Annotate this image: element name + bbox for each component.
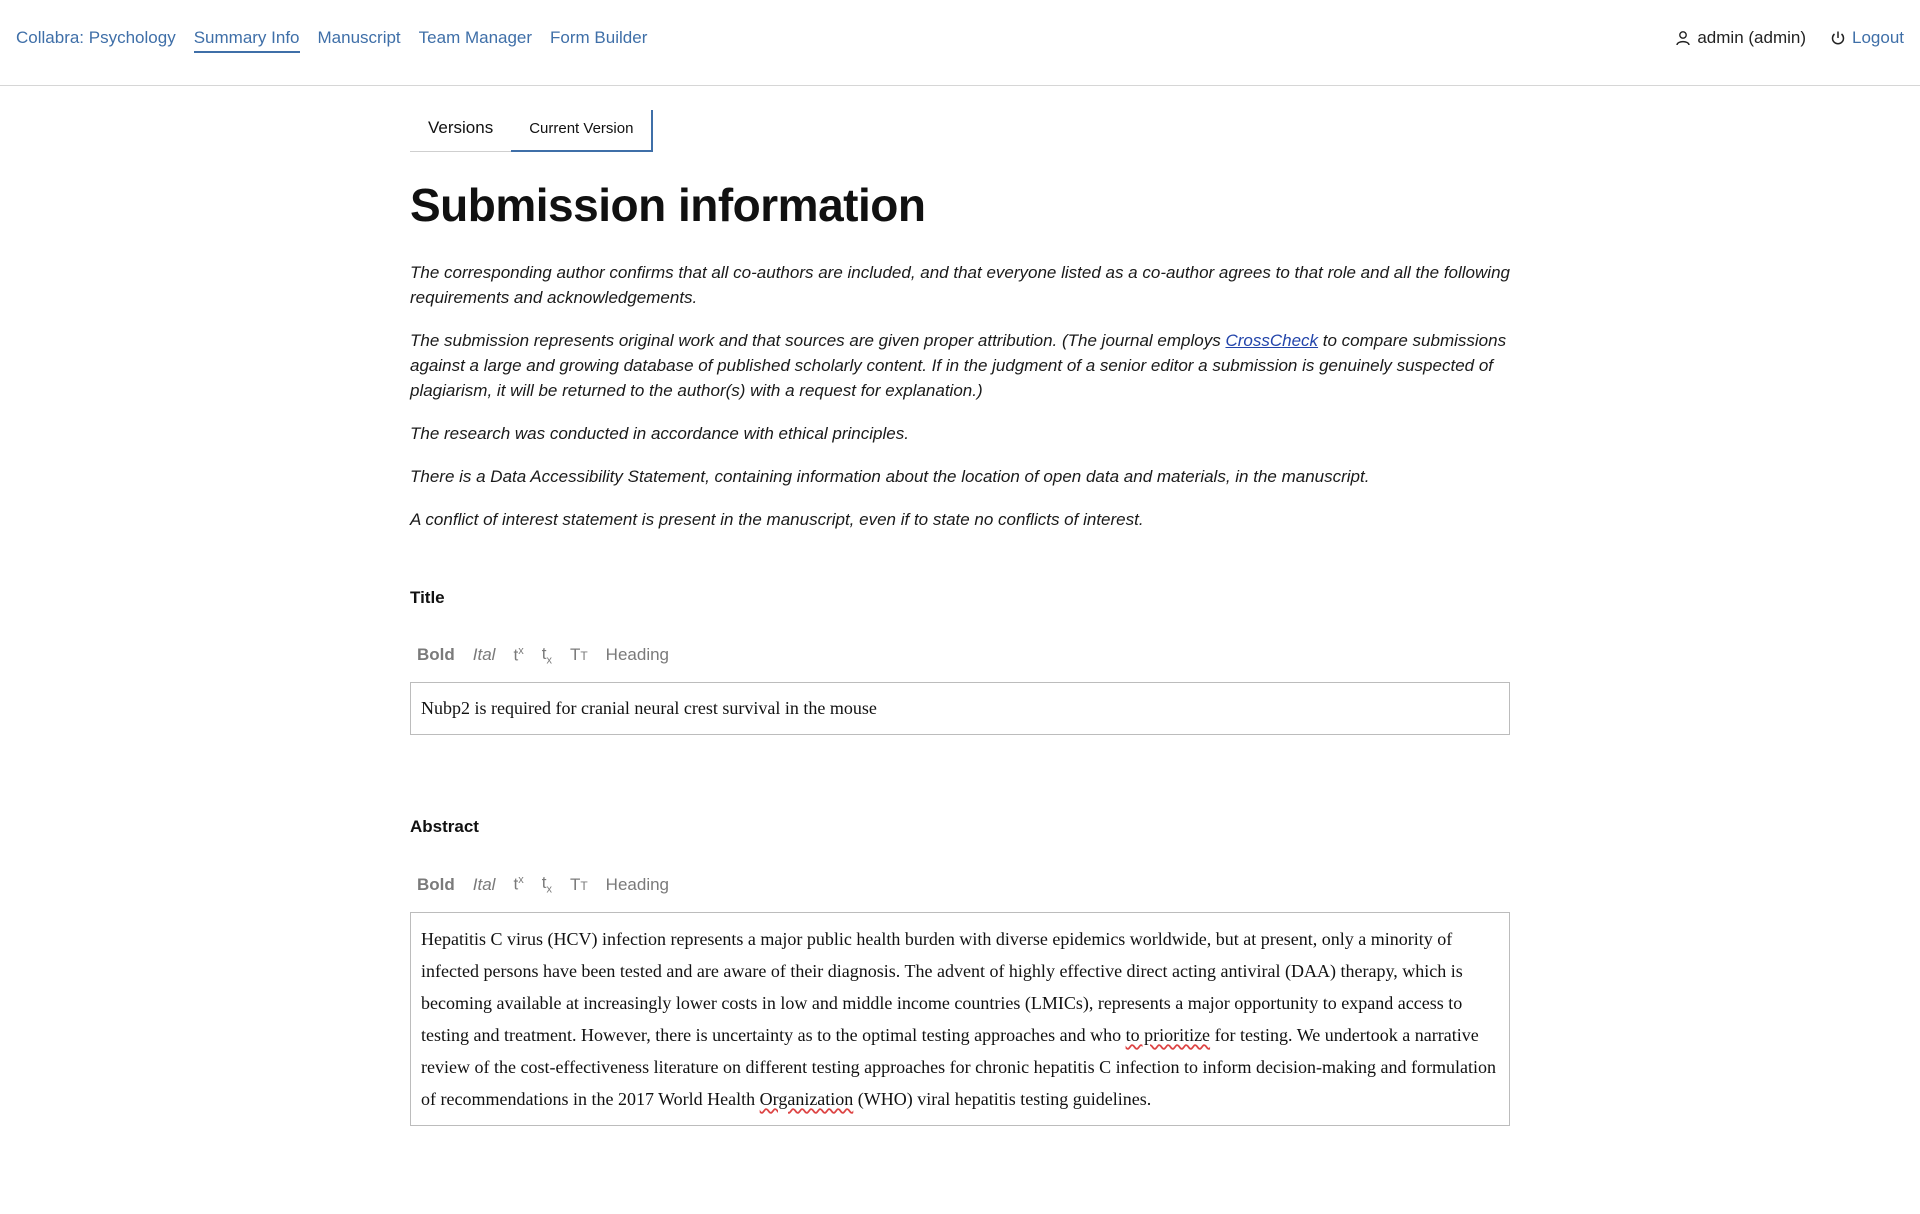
user-name: admin (admin)	[1697, 28, 1806, 47]
statement-coauthors: The corresponding author confirms that all co-authors are included, and that everyone listed as a co-author agrees to that role and all the following requirements and acknowledgements.	[410, 263, 1510, 307]
statement-data-accessibility: There is a Data Accessibility Statement, containing information about the location of open data and materials, in the manuscript.	[410, 467, 1370, 486]
main-content	[410, 108, 1510, 1126]
superscript-button[interactable]	[513, 645, 523, 666]
nav-team-manager[interactable]: Team Manager	[418, 28, 533, 47]
statement-ethics: The research was conducted in accordance with ethical principles.	[410, 424, 909, 443]
subscript-base: t	[541, 873, 547, 893]
superscript-button[interactable]	[513, 874, 523, 895]
user-icon	[1675, 30, 1691, 46]
statement-original-text: The submission represents original work and that sources are given proper attribution. (The journal employs	[410, 331, 1226, 350]
crosscheck-link[interactable]: CrossCheck	[1225, 331, 1319, 350]
small-caps-small: T	[580, 649, 588, 664]
nav-links	[16, 28, 647, 53]
heading-button[interactable]: Heading	[605, 874, 669, 894]
abstract-misspelling-2: Organization	[759, 1088, 854, 1109]
title-value: Nubp2 is required for cranial neural crest survival in the mouse	[421, 698, 877, 719]
subscript-button[interactable]	[542, 873, 552, 895]
user-menu[interactable]	[1675, 28, 1806, 48]
small-caps-big: T	[569, 645, 581, 665]
top-navigation	[0, 0, 1920, 86]
tab-versions[interactable]: Versions	[410, 108, 511, 152]
nav-form-builder[interactable]: Form Builder	[550, 28, 648, 47]
subscript-mark: x	[546, 654, 552, 667]
italic-button[interactable]: Ital	[472, 874, 496, 894]
title-label: Title	[410, 588, 445, 607]
logout-button[interactable]	[1830, 28, 1904, 48]
statement-original-work	[410, 328, 1510, 403]
small-caps-button[interactable]	[570, 875, 588, 895]
superscript-mark: x	[518, 644, 524, 657]
tab-current-version[interactable]: Current Version	[511, 110, 653, 152]
nav-manuscript[interactable]: Manuscript	[317, 28, 401, 47]
nav-user-area	[1675, 28, 1904, 48]
submission-statements	[410, 260, 1510, 532]
superscript-mark: x	[518, 874, 524, 887]
statement-conflict-of-interest: A conflict of interest statement is present in the manuscript, even if to state no conflicts of interest.	[410, 510, 1144, 529]
small-caps-button[interactable]	[570, 645, 588, 665]
superscript-base: t	[513, 645, 519, 665]
italic-button[interactable]: Ital	[472, 645, 496, 665]
abstract-text-2: for testing. We undertook a narrative review of the cost-effectiveness literature on different testing approaches for chronic hepatitis C infection to inform decision-making and formulation of recommendations in the 2017 World Health	[421, 1024, 1496, 1109]
title-toolbar	[410, 644, 1510, 666]
version-tabs	[410, 108, 1510, 152]
subscript-button[interactable]	[542, 644, 552, 666]
subscript-base: t	[541, 644, 547, 663]
page-title: Submission information	[410, 179, 926, 231]
nav-summary-info[interactable]: Summary Info	[194, 28, 300, 53]
abstract-toolbar	[410, 873, 1510, 895]
abstract-editor[interactable]	[410, 912, 1510, 1126]
statement-original-text-end: to compare submissions against a large and growing database of published scholarly content. If in the judgment of a senior editor a submission is genuinely suspected of plagiarism, it will be returned to the author(s) with a request for explanation.)	[410, 331, 1507, 400]
title-editor[interactable]	[410, 682, 1510, 735]
bold-button[interactable]: Bold	[417, 874, 455, 894]
bold-button[interactable]: Bold	[417, 645, 455, 665]
nav-brand-link[interactable]: Collabra: Psychology	[16, 28, 176, 47]
small-caps-big: T	[569, 874, 581, 894]
subscript-mark: x	[546, 883, 552, 896]
abstract-misspelling-1: to prioritize	[1125, 1024, 1211, 1045]
abstract-text-3: (WHO) viral hepatitis testing guidelines.	[853, 1088, 1152, 1109]
abstract-label: Abstract	[410, 817, 479, 837]
heading-button[interactable]: Heading	[605, 645, 669, 665]
abstract-text-1: Hepatitis C virus (HCV) infection represents a major public health burden with diverse epidemics worldwide, but at present, only a minority of infected persons have been tested and are aware of their diagnosis. The advent of highly effective direct acting antiviral (DAA) therapy, which is becoming available at increasingly lower costs in low and middle income countries (LMICs), represents a major opportunity to expand access to testing and treatment. However, there is uncertainty as to the optimal testing approaches and who	[421, 928, 1463, 1045]
superscript-base: t	[513, 874, 519, 894]
small-caps-small: T	[580, 878, 588, 893]
power-icon	[1830, 30, 1846, 46]
logout-label: Logout	[1852, 28, 1904, 47]
